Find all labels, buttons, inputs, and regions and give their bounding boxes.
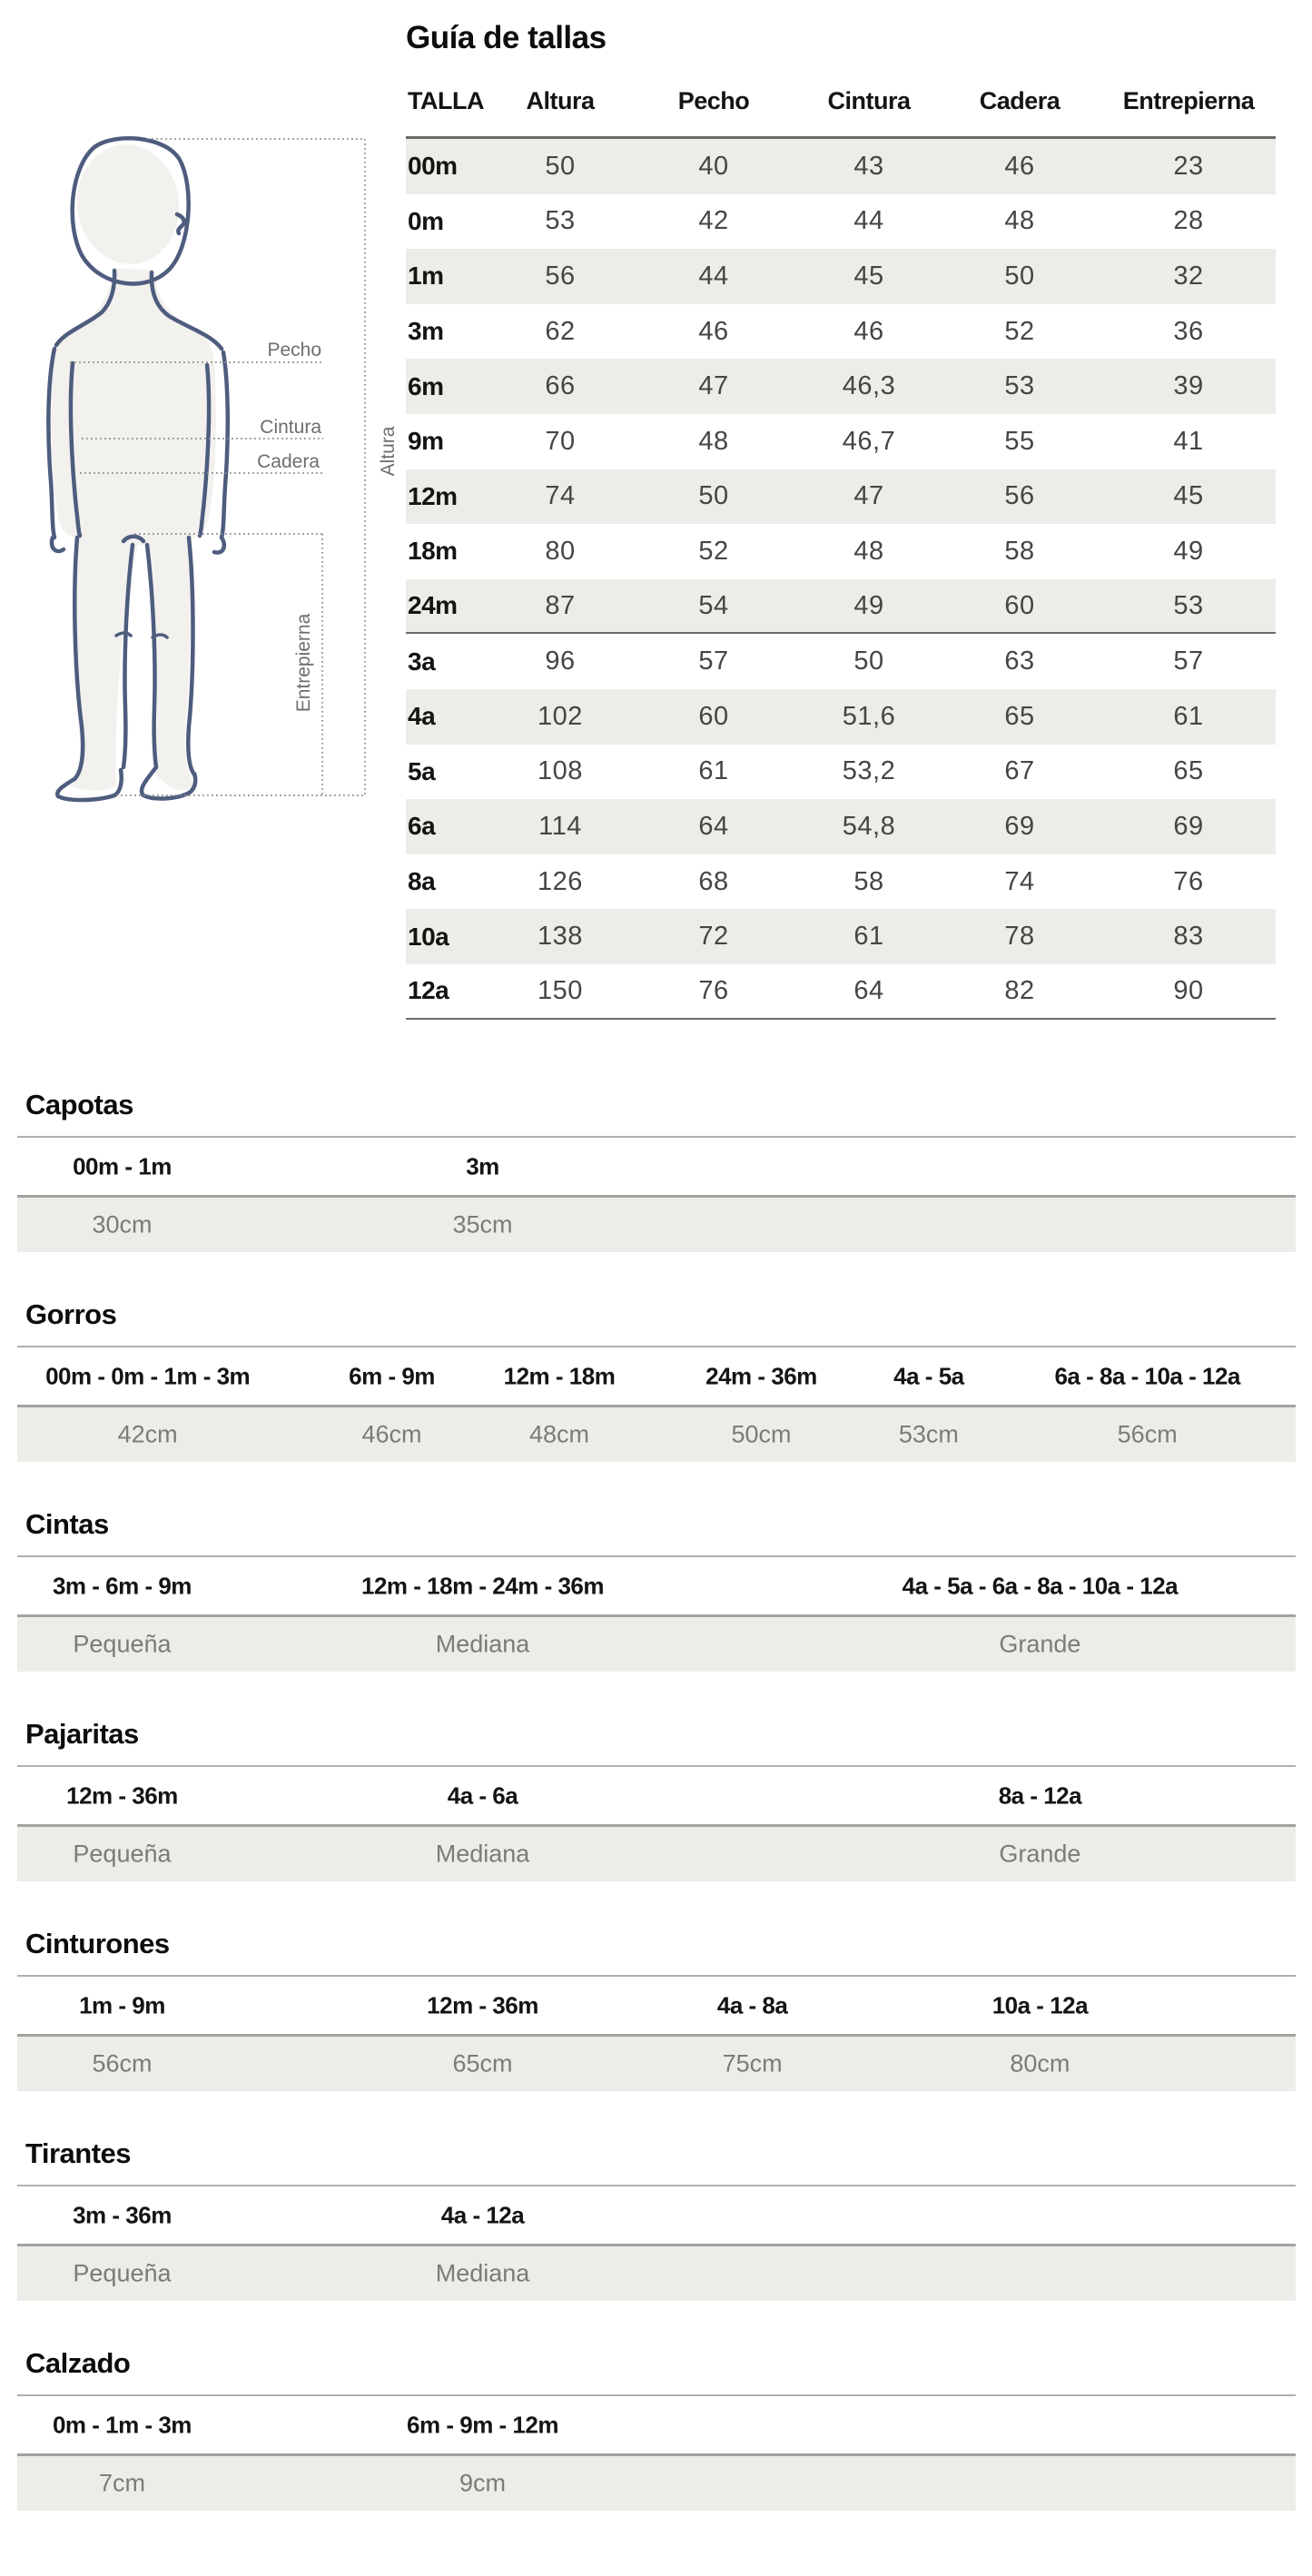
size-range: 12m - 18m - 24m - 36m <box>361 1572 604 1599</box>
child-figure-svg <box>36 127 400 804</box>
cintura-value: 44 <box>853 206 884 236</box>
cintura-value: 46,7 <box>842 426 896 456</box>
size-range: 3m <box>466 1152 499 1179</box>
section-value-row <box>17 2453 1296 2511</box>
table-row <box>406 524 1276 579</box>
section-value-row <box>17 2244 1296 2301</box>
entrepierna-value: 36 <box>1173 316 1204 346</box>
cadera-value: 78 <box>1004 922 1035 952</box>
cadera-value: 50 <box>1004 261 1035 291</box>
altura-value: 50 <box>545 151 576 181</box>
size-value: Grande <box>999 1630 1081 1658</box>
section-header-row <box>17 2185 1296 2244</box>
table-row <box>406 964 1276 1020</box>
page-title: Guía de tallas <box>406 20 607 55</box>
col-talla: TALLA <box>408 86 484 114</box>
cadera-value: 74 <box>1004 866 1035 896</box>
pecho-value: 40 <box>698 151 729 181</box>
table-row <box>406 414 1276 469</box>
entrepierna-value: 90 <box>1173 975 1204 1005</box>
altura-value: 87 <box>545 590 576 620</box>
pecho-value: 50 <box>698 481 729 511</box>
section-gorros <box>17 1296 1296 1462</box>
size-label: 18m <box>408 537 458 566</box>
section-header-row <box>17 1765 1296 1824</box>
size-value: Mediana <box>435 1630 530 1658</box>
section-pajaritas <box>17 1715 1296 1881</box>
section-value-row <box>17 2034 1296 2091</box>
size-table-header <box>406 56 1276 139</box>
cadera-value: 63 <box>1004 646 1035 676</box>
section-header-row <box>17 1136 1296 1195</box>
section-header-row <box>17 1975 1296 2034</box>
cintura-value: 61 <box>853 922 884 952</box>
entrepierna-value: 57 <box>1173 646 1204 676</box>
measurement-labels <box>257 340 399 712</box>
section-header-row <box>17 1346 1296 1405</box>
size-value: 9cm <box>459 2469 507 2497</box>
cadera-value: 55 <box>1004 426 1035 456</box>
size-label: 12a <box>408 976 449 1005</box>
section-title: Cinturones <box>25 1928 170 1959</box>
section-value-row <box>17 1405 1296 1462</box>
pecho-value: 47 <box>698 371 729 401</box>
cintura-value: 43 <box>853 151 884 181</box>
section-header-row <box>17 2394 1296 2453</box>
cadera-value: 67 <box>1004 756 1035 786</box>
section-value-row <box>17 1195 1296 1252</box>
altura-value: 62 <box>545 316 576 346</box>
size-range: 24m - 36m <box>705 1362 817 1389</box>
altura-value: 138 <box>538 922 583 952</box>
size-label: 3a <box>408 646 436 676</box>
altura-value: 102 <box>538 701 583 731</box>
entrepierna-value: 23 <box>1173 151 1204 181</box>
size-range: 12m - 18m <box>503 1362 616 1389</box>
child-figure-diagram <box>36 127 400 804</box>
size-value: 65cm <box>452 2049 513 2078</box>
table-row <box>406 745 1276 800</box>
pecho-value: 68 <box>698 866 729 896</box>
size-range: 00m - 0m - 1m - 3m <box>45 1362 251 1389</box>
pecho-value: 64 <box>698 811 729 841</box>
altura-value: 70 <box>545 426 576 456</box>
size-value: 7cm <box>98 2469 145 2497</box>
size-value: 35cm <box>452 1210 513 1239</box>
size-range: 3m - 36m <box>73 2201 172 2228</box>
cadera-value: 82 <box>1004 975 1035 1005</box>
size-range: 3m - 6m - 9m <box>52 1572 192 1599</box>
size-range: 6m - 9m <box>349 1362 435 1389</box>
cadera-value: 53 <box>1004 371 1035 401</box>
col-cintura: Cintura <box>827 86 911 114</box>
entrepierna-value: 83 <box>1173 922 1204 952</box>
section-value-row <box>17 1824 1296 1881</box>
section-title: Tirantes <box>25 2137 132 2169</box>
cintura-value: 47 <box>853 481 884 511</box>
section-calzado <box>17 2344 1296 2511</box>
size-value: 56cm <box>92 2049 153 2078</box>
size-range: 6m - 9m - 12m <box>407 2411 558 2438</box>
size-label: 24m <box>408 591 458 620</box>
size-label: 00m <box>408 152 458 181</box>
entrepierna-value: 49 <box>1173 536 1204 566</box>
altura-value: 114 <box>538 811 582 841</box>
size-value: 48cm <box>528 1420 589 1448</box>
entrepierna-value: 39 <box>1173 371 1204 401</box>
size-range: 10a - 12a <box>991 1991 1089 2018</box>
altura-label: Altura <box>378 426 399 477</box>
size-value: Pequeña <box>73 1840 172 1868</box>
size-label: 6m <box>408 371 444 400</box>
size-value: 80cm <box>1010 2049 1070 2078</box>
size-label: 6a <box>408 812 436 841</box>
table-row <box>406 194 1276 250</box>
table-row <box>406 854 1276 910</box>
size-value: Grande <box>999 1840 1081 1868</box>
cintura-value: 51,6 <box>842 701 896 731</box>
cadera-label: Cadera <box>257 451 320 472</box>
pecho-value: 52 <box>698 536 729 566</box>
size-label: 12m <box>408 481 458 510</box>
section-header-row <box>17 1555 1296 1614</box>
entrepierna-label: Entrepierna <box>293 613 314 713</box>
pecho-value: 48 <box>698 426 729 456</box>
size-value: Pequeña <box>73 2259 172 2287</box>
size-range: 4a - 6a <box>447 1781 518 1809</box>
table-row <box>406 689 1276 745</box>
cadera-value: 65 <box>1004 701 1035 731</box>
altura-value: 96 <box>545 646 576 676</box>
size-range: 12m - 36m <box>427 1991 538 2018</box>
cadera-value: 58 <box>1004 536 1035 566</box>
entrepierna-value: 76 <box>1173 866 1204 896</box>
table-row <box>406 139 1276 194</box>
entrepierna-value: 69 <box>1173 811 1204 841</box>
size-value: 42cm <box>117 1420 178 1448</box>
table-row <box>406 304 1276 360</box>
altura-value: 74 <box>545 481 576 511</box>
size-label: 3m <box>408 317 444 346</box>
entrepierna-value: 28 <box>1173 206 1204 236</box>
section-title: Capotas <box>25 1089 133 1120</box>
section-cinturones <box>17 1925 1296 2091</box>
table-row <box>406 909 1276 964</box>
cadera-value: 48 <box>1004 206 1035 236</box>
cintura-value: 49 <box>853 590 884 620</box>
size-value: Pequeña <box>73 1630 172 1658</box>
size-range: 6a - 8a - 10a - 12a <box>1054 1362 1240 1389</box>
altura-value: 150 <box>538 975 583 1005</box>
pecho-value: 60 <box>698 701 729 731</box>
section-capotas <box>17 1086 1296 1252</box>
cadera-value: 46 <box>1004 151 1035 181</box>
size-range: 4a - 12a <box>440 2201 525 2228</box>
pecho-value: 46 <box>698 316 729 346</box>
table-row <box>406 799 1276 854</box>
cintura-value: 45 <box>853 261 884 291</box>
size-value: 53cm <box>898 1420 959 1448</box>
section-title: Pajaritas <box>25 1718 139 1750</box>
size-label: 10a <box>408 922 449 951</box>
size-value: 75cm <box>722 2049 783 2078</box>
col-cadera: Cadera <box>979 86 1060 114</box>
entrepierna-value: 65 <box>1173 756 1204 786</box>
size-value: Mediana <box>435 1840 530 1868</box>
cadera-value: 60 <box>1004 590 1035 620</box>
section-tirantes <box>17 2135 1296 2301</box>
cintura-value: 50 <box>853 646 884 676</box>
section-cintas <box>17 1505 1296 1672</box>
size-value: 30cm <box>92 1210 153 1239</box>
size-range: 1m - 9m <box>79 1991 165 2018</box>
cadera-value: 69 <box>1004 811 1035 841</box>
size-table <box>406 20 1276 1020</box>
pecho-value: 54 <box>698 590 729 620</box>
altura-value: 108 <box>538 756 583 786</box>
section-title: Calzado <box>25 2347 131 2379</box>
section-value-row <box>17 1614 1296 1672</box>
col-pecho: Pecho <box>677 86 750 114</box>
entrepierna-value: 45 <box>1173 481 1204 511</box>
cadera-value: 52 <box>1004 316 1035 346</box>
size-value: 46cm <box>361 1420 422 1448</box>
table-row <box>406 359 1276 414</box>
altura-value: 80 <box>545 536 576 566</box>
size-range: 8a - 12a <box>998 1781 1082 1809</box>
col-altura: Altura <box>526 86 595 114</box>
pecho-value: 72 <box>698 922 729 952</box>
cintura-value: 58 <box>853 866 884 896</box>
entrepierna-value: 53 <box>1173 590 1204 620</box>
entrepierna-value: 32 <box>1173 261 1204 291</box>
size-value: Mediana <box>435 2259 530 2287</box>
size-table-body <box>406 139 1276 1020</box>
accessory-sections <box>17 1086 1296 2554</box>
pecho-value: 44 <box>698 261 729 291</box>
cintura-value: 48 <box>853 536 884 566</box>
altura-value: 53 <box>545 206 576 236</box>
size-range: 4a - 5a - 6a - 8a - 10a - 12a <box>902 1572 1179 1599</box>
entrepierna-value: 41 <box>1173 426 1204 456</box>
size-label: 1m <box>408 262 444 291</box>
table-row <box>406 249 1276 304</box>
cintura-label: Cintura <box>260 417 321 438</box>
cintura-value: 46,3 <box>842 371 896 401</box>
cintura-value: 64 <box>853 975 884 1005</box>
section-title: Gorros <box>25 1298 117 1330</box>
size-range: 12m - 36m <box>66 1781 178 1809</box>
pecho-label: Pecho <box>267 340 321 360</box>
pecho-value: 57 <box>698 646 729 676</box>
section-title: Cintas <box>25 1508 109 1540</box>
col-entrepierna: Entrepierna <box>1122 86 1255 114</box>
cintura-value: 46 <box>853 316 884 346</box>
size-range: 00m - 1m <box>73 1152 172 1179</box>
table-row <box>406 634 1276 689</box>
altura-value: 66 <box>545 371 576 401</box>
table-row <box>406 469 1276 525</box>
size-label: 8a <box>408 867 436 896</box>
cintura-value: 54,8 <box>842 811 896 841</box>
size-range: 0m - 1m - 3m <box>52 2411 192 2438</box>
size-value: 50cm <box>731 1420 792 1448</box>
size-range: 4a - 5a <box>893 1362 964 1389</box>
size-label: 5a <box>408 756 436 785</box>
altura-value: 126 <box>538 866 583 896</box>
pecho-value: 76 <box>698 975 729 1005</box>
size-label: 9m <box>408 427 444 456</box>
entrepierna-value: 61 <box>1173 701 1204 731</box>
size-label: 0m <box>408 206 444 235</box>
pecho-value: 42 <box>698 206 729 236</box>
cadera-value: 56 <box>1004 481 1035 511</box>
table-row <box>406 579 1276 635</box>
size-label: 4a <box>408 702 436 731</box>
pecho-value: 61 <box>698 756 729 786</box>
size-value: 56cm <box>1117 1420 1178 1448</box>
size-range: 4a - 8a <box>716 1991 788 2018</box>
cintura-value: 53,2 <box>842 756 896 786</box>
altura-value: 56 <box>545 261 576 291</box>
